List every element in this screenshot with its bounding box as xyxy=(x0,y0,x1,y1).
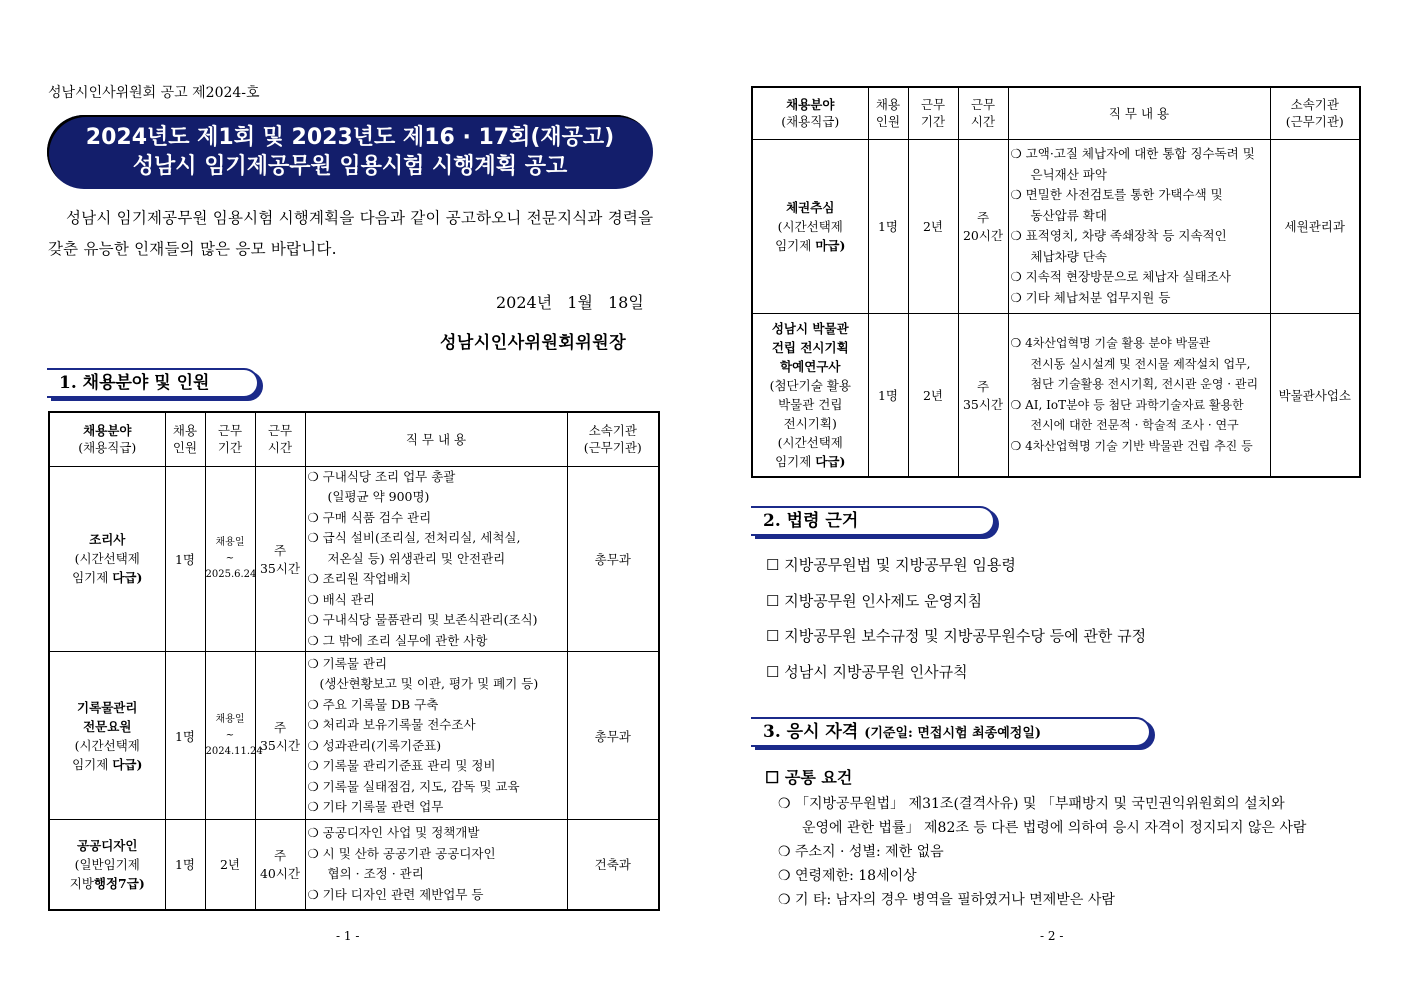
section-3-subtitle: (기준일: 면접시험 최종예정일) xyxy=(864,726,1042,741)
cell-period: 2년 xyxy=(908,313,958,477)
table-row-design xyxy=(49,820,659,910)
cell-hours: 주 35시간 xyxy=(958,313,1008,477)
cell-count: 1명 xyxy=(165,820,205,910)
th-dept: 소속기관 (근무기관) xyxy=(567,412,659,466)
table-row-cook xyxy=(49,466,659,652)
th-duty: 직 무 내 용 xyxy=(305,412,567,466)
cell-field: 체권추심 (시간선택제 임기제 마급) xyxy=(752,139,868,313)
eligibility-item: ❍ 연령제한: 18세이상 xyxy=(778,868,917,884)
eligibility-item: 운영에 관한 법률」 제82조 등 다른 법령에 의하여 응시 자격이 정지되지 않은 사람 xyxy=(802,820,1307,836)
th-period: 근무 기간 xyxy=(205,412,255,466)
table-row-museum xyxy=(752,313,1360,477)
cell-count: 1명 xyxy=(165,652,205,820)
eligibility-list xyxy=(778,792,1306,912)
legal-item: ☐ 지방공무원 보수규정 및 지방공무원수당 등에 관한 규정 xyxy=(766,627,1147,645)
section-3-heading xyxy=(751,717,1151,747)
th-dept: 소속기관 (근무기관) xyxy=(1270,87,1360,139)
eligibility-item: ❍ 「지방공무원법」 제31조(결격사유) 및 「부패방지 및 국민권익위원회의 설치와 xyxy=(778,796,1285,812)
cell-dept: 총무과 xyxy=(567,466,659,652)
common-requirements-heading: ☐ 공통 요건 xyxy=(765,768,853,787)
cell-dept: 세원관리과 xyxy=(1270,139,1360,313)
cell-field: 성남시 박물관 건립 전시기획 학예연구사 (첨단기술 활용 박물관 건립 전시기획) (시간선택제 임기제 다급) xyxy=(752,313,868,477)
cell-hours: 주 35시간 xyxy=(255,466,305,652)
th-field: 채용분야 (채용직급) xyxy=(752,87,868,139)
notice-number: 성남시인사위원회 공고 제2024-호 xyxy=(48,85,260,101)
legal-item: ☐ 성남시 지방공무원 인사규칙 xyxy=(766,662,968,681)
section-3-title: 3. 응시 자격 xyxy=(763,722,859,742)
recruit-table-page2 xyxy=(751,86,1361,478)
table-row-records xyxy=(49,652,659,820)
cell-count: 1명 xyxy=(868,313,908,477)
th-hours: 근무 시간 xyxy=(255,412,305,466)
legal-item: ☐ 지방공무원법 및 지방공무원 임용령 xyxy=(766,556,1016,574)
cell-duties: ❍ 기록물 관리 (생산현황보고 및 이관, 평가 및 폐기 등) ❍ 주요 기록물 DB 구축 ❍ 처리과 보유기록물 전수조사 ❍ 성과관리(기록기준표) ❍ 기록물 관리기준표 관리 및 정비 ❍ 기록물 실태점검, 지도, 감독 및 교육 ❍ 기타 기록물 관련 업무 xyxy=(305,652,567,820)
cell-dept: 건축과 xyxy=(567,820,659,910)
cell-duties: ❍ 4차산업혁명 기술 활용 분야 박물관 전시동 실시설계 및 전시물 제작설치 업무, 첨단 기술활용 전시기획, 전시관 운영 · 관리 ❍ AI, IoT분야 등 첨단 과학기술자료 활용한 전시에 대한 전문적 · 학술적 조사 · 연구 ❍ 4차산업혁명 기술 기반 박물관 건립 추진 등 xyxy=(1008,313,1270,477)
legal-item: ☐ 지방공무원 인사제도 운영지침 xyxy=(766,591,983,610)
eligibility-item: ❍ 기 타: 남자의 경우 병역을 필하였거나 면제받은 사람 xyxy=(778,892,1115,908)
title-line-2: 성남시 임기제공무원 임용시험 시행계획 공고 xyxy=(132,154,568,179)
intro-text: 성남시 임기제공무원 임용시험 시행계획을 다음과 같이 공고하오니 전문지식과 경력을 갖춘 유능한 인재들의 많은 응모 바랍니다. xyxy=(48,209,654,258)
notice-date: 2024년 1월 18일 xyxy=(496,293,644,312)
cell-period: 채용일 ~ 2025.6.24 xyxy=(205,466,255,652)
section-1-heading: 1. 채용분야 및 인원 xyxy=(47,368,259,398)
table-row-tax xyxy=(752,139,1360,313)
cell-hours: 주 20시간 xyxy=(958,139,1008,313)
cell-duties: ❍ 고액·고질 체납자에 대한 통합 징수독려 및 은닉재산 파악 ❍ 면밀한 사전검토를 통한 가택수색 및 동산압류 확대 ❍ 표적영치, 차량 족쇄장착 등 지속적인 체납차량 단속 ❍ 지속적 현장방문으로 체납자 실태조사 ❍ 기타 체납처분 업무지원 등 xyxy=(1008,139,1270,313)
cell-dept: 총무과 xyxy=(567,652,659,820)
th-count: 채용 인원 xyxy=(868,87,908,139)
cell-duties: ❍ 구내식당 조리 업무 총괄 (일평균 약 900명) ❍ 구매 식품 검수 관리 ❍ 급식 설비(조리실, 전처리실, 세척실, 저온실 등) 위생관리 및 안전관리 ❍ 조리원 작업배치 ❍ 배식 관리 ❍ 구내식당 물품관리 및 보존식관리(조식) ❍ 그 밖에 조리 실무에 관한 사항 xyxy=(305,466,567,652)
cell-duties: ❍ 공공디자인 사업 및 정책개발 ❍ 시 및 산하 공공기관 공공디자인 협의 · 조정 · 관리 ❍ 기타 디자인 관련 제반업무 등 xyxy=(305,820,567,910)
cell-field: 조리사 (시간선택제 임기제 다급) xyxy=(49,466,165,652)
page-number-2: - 2 - xyxy=(1040,929,1064,943)
recruit-table-page1 xyxy=(48,411,660,911)
th-count: 채용 인원 xyxy=(165,412,205,466)
th-period: 근무 기간 xyxy=(908,87,958,139)
cell-hours: 주 40시간 xyxy=(255,820,305,910)
cell-count: 1명 xyxy=(868,139,908,313)
th-duty: 직 무 내 용 xyxy=(1008,87,1270,139)
cell-field: 기록물관리 전문요원 (시간선택제 임기제 다급) xyxy=(49,652,165,820)
page-number-1: - 1 - xyxy=(336,929,360,943)
cell-hours: 주 35시간 xyxy=(255,652,305,820)
cell-period: 채용일 ~ 2024.11.24 xyxy=(205,652,255,820)
cell-dept: 박물관사업소 xyxy=(1270,313,1360,477)
th-hours: 근무 시간 xyxy=(958,87,1008,139)
section-2-heading: 2. 법령 근거 xyxy=(751,506,995,536)
cell-period: 2년 xyxy=(205,820,255,910)
title-line-1: 2024년도 제1회 및 2023년도 제16 · 17회(재공고) xyxy=(85,125,615,150)
cell-period: 2년 xyxy=(908,139,958,313)
cell-field: 공공디자인 (일반임기제 지방행정7급) xyxy=(49,820,165,910)
cell-count: 1명 xyxy=(165,466,205,652)
title-banner xyxy=(47,115,653,189)
signer: 성남시인사위원회위원장 xyxy=(440,333,627,353)
legal-basis-list xyxy=(766,548,1146,690)
th-field: 채용분야 (채용직급) xyxy=(49,412,165,466)
eligibility-item: ❍ 주소지 · 성별: 제한 없음 xyxy=(778,844,944,860)
